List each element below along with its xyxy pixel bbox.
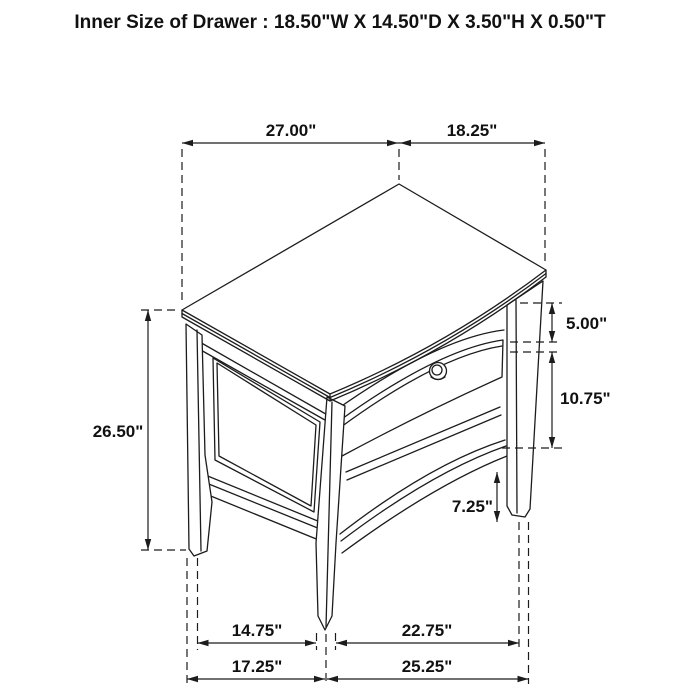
side-panel xyxy=(213,358,320,512)
dimension-height xyxy=(93,310,186,550)
dimension-leg-spans xyxy=(198,621,520,646)
nightstand-line-art xyxy=(182,184,546,630)
dim-label-side-leg-span: 22.75" xyxy=(401,621,453,640)
front-leg xyxy=(316,397,345,630)
dim-label-top-depth: 18.25" xyxy=(446,121,498,140)
dim-label-top-width: 27.00" xyxy=(265,121,317,140)
dim-label-drawer-section: 5.00" xyxy=(566,314,608,333)
dim-label-shelf-clearance: 7.25" xyxy=(451,497,493,516)
dim-label-overall-height: 26.50" xyxy=(92,422,144,441)
dim-label-opening-height: 10.75" xyxy=(560,389,611,408)
dim-label-base-front-width: 17.25" xyxy=(231,657,283,676)
dim-label-base-side-depth: 25.25" xyxy=(401,657,453,676)
right-leg xyxy=(507,281,543,517)
dimension-shelf-clearance xyxy=(452,472,500,522)
dim-label-front-leg-span: 14.75" xyxy=(231,621,283,640)
page-title: Inner Size of Drawer : 18.50"W X 14.50"D X 3.50"H X 0.50"T xyxy=(74,12,606,33)
dimension-base-footprint xyxy=(187,657,529,682)
